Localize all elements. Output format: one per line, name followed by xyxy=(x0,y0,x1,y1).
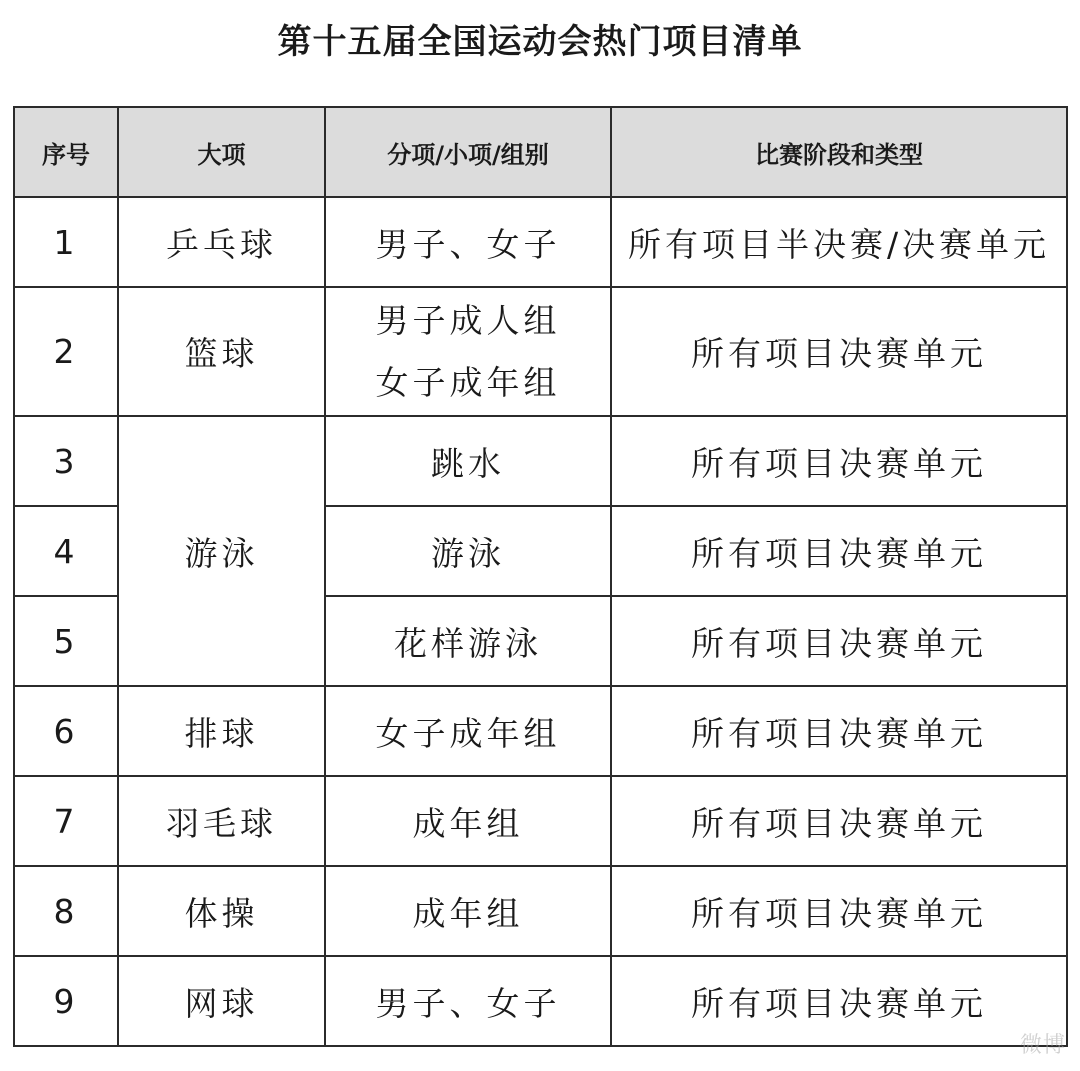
events-table xyxy=(13,106,1068,1047)
row-discipline: 花样游泳 xyxy=(325,596,611,686)
header-index: 序号 xyxy=(14,107,118,197)
row-stage: 所有项目决赛单元 xyxy=(611,866,1067,956)
page-title: 第十五届全国运动会热门项目清单 xyxy=(277,22,803,62)
row-stage: 所有项目决赛单元 xyxy=(611,776,1067,866)
header-discipline: 分项/小项/组别 xyxy=(325,107,611,197)
watermark: 微博 xyxy=(1019,1033,1066,1058)
row-discipline: 跳水 xyxy=(325,416,611,506)
row-discipline: 成年组 xyxy=(325,776,611,866)
row-sport: 篮球 xyxy=(118,287,325,416)
row-index: 7 xyxy=(14,776,118,866)
row-stage: 所有项目决赛单元 xyxy=(611,416,1067,506)
row-sport: 排球 xyxy=(118,686,325,776)
row-index: 8 xyxy=(14,866,118,956)
table-row xyxy=(14,866,1067,956)
table-row xyxy=(14,416,1067,506)
row-stage: 所有项目决赛单元 xyxy=(611,956,1067,1046)
row-discipline: 男子、女子 xyxy=(325,197,611,287)
row-index: 4 xyxy=(14,506,118,596)
table-row xyxy=(14,956,1067,1046)
row-discipline: 女子成年组 xyxy=(325,686,611,776)
row-index: 2 xyxy=(14,287,118,416)
row-index: 3 xyxy=(14,416,118,506)
row-stage: 所有项目决赛单元 xyxy=(611,506,1067,596)
row-discipline xyxy=(325,287,611,416)
table-row xyxy=(14,197,1067,287)
header-stage: 比赛阶段和类型 xyxy=(611,107,1067,197)
row-stage: 所有项目决赛单元 xyxy=(611,686,1067,776)
row-stage: 所有项目决赛单元 xyxy=(611,596,1067,686)
table-header-row xyxy=(14,107,1067,197)
discipline-line: 男子成人组 xyxy=(375,300,561,340)
row-sport: 网球 xyxy=(118,956,325,1046)
row-stage: 所有项目决赛单元 xyxy=(611,287,1067,416)
header-sport: 大项 xyxy=(118,107,325,197)
row-index: 5 xyxy=(14,596,118,686)
row-index: 1 xyxy=(14,197,118,287)
row-index: 9 xyxy=(14,956,118,1046)
row-discipline: 男子、女子 xyxy=(325,956,611,1046)
table-row xyxy=(14,287,1067,416)
discipline-line: 女子成年组 xyxy=(375,362,561,402)
row-discipline: 游泳 xyxy=(325,506,611,596)
table-row xyxy=(14,776,1067,866)
row-sport: 乒乓球 xyxy=(118,197,325,287)
row-stage: 所有项目半决赛/决赛单元 xyxy=(611,197,1067,287)
row-sport: 游泳 xyxy=(118,416,325,686)
row-index: 6 xyxy=(14,686,118,776)
row-sport: 体操 xyxy=(118,866,325,956)
table-row xyxy=(14,686,1067,776)
row-sport: 羽毛球 xyxy=(118,776,325,866)
row-discipline: 成年组 xyxy=(325,866,611,956)
